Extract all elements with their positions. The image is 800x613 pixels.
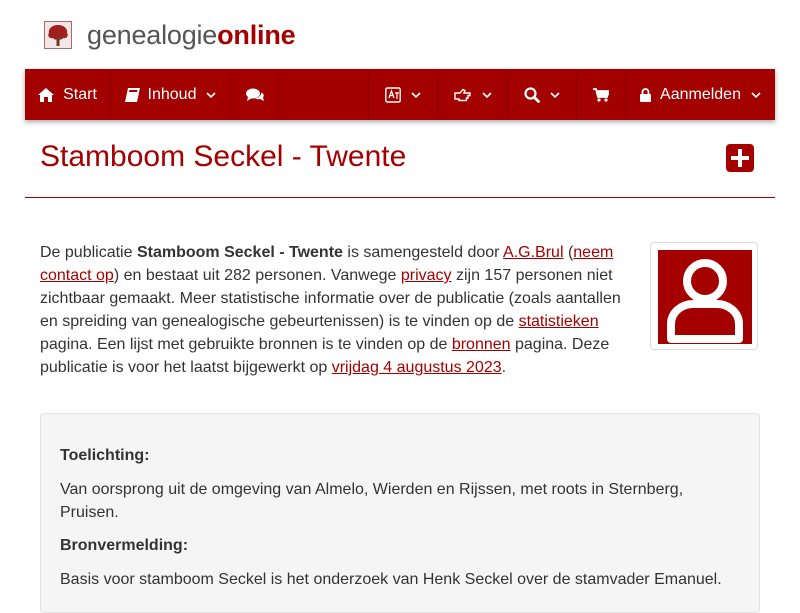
nav-inhoud[interactable] — [111, 69, 231, 120]
home-icon — [38, 88, 54, 102]
author-link[interactable]: A.G.Brul — [503, 244, 564, 261]
nav-search[interactable] — [508, 69, 577, 120]
publication-name: Stamboom Seckel - Twente — [136, 244, 343, 261]
nav-forum[interactable] — [231, 69, 279, 120]
main-navbar — [25, 69, 775, 120]
site-name: genealogieonline — [87, 19, 296, 50]
chevron-down-icon — [411, 90, 421, 100]
nav-start-label: Start — [63, 85, 97, 103]
contact-link[interactable]: neem contact op — [40, 244, 614, 284]
nav-cart[interactable] — [577, 69, 626, 120]
publication-info — [40, 413, 760, 613]
last-updated-link[interactable]: vrijdag 4 augustus 2023 — [331, 359, 502, 376]
bronvermelding-text: Basis voor stamboom Seckel is het onderzoek van Henk Seckel over de stamvader Emanuel. — [60, 571, 722, 588]
toelichting-label: Toelichting: — [60, 447, 150, 464]
search-icon — [524, 87, 540, 103]
chevron-down-icon — [550, 90, 560, 100]
user-icon — [658, 250, 752, 344]
toelichting-text: Van oorsprong uit de omgeving van Almelo, Wierden en Rijssen, met roots in Sternberg, Pruisen. — [60, 481, 684, 521]
cart-icon — [593, 88, 609, 102]
privacy-link[interactable]: privacy — [400, 267, 452, 284]
chevron-down-icon — [482, 90, 492, 100]
nav-login-label: Aanmelden — [660, 85, 741, 103]
comments-icon — [246, 88, 264, 102]
nav-actions[interactable] — [438, 69, 508, 120]
nav-login[interactable] — [626, 69, 775, 120]
title-divider — [25, 197, 775, 198]
plus-square-icon[interactable] — [726, 144, 754, 172]
hand-icon — [454, 88, 472, 102]
nav-language[interactable] — [369, 69, 438, 120]
chevron-down-icon — [206, 90, 216, 100]
sources-link[interactable]: bronnen — [451, 336, 511, 353]
page-title: Stamboom Seckel - Twente — [40, 140, 407, 173]
bronvermelding-label: Bronvermelding: — [60, 537, 189, 554]
statistics-link[interactable]: statistieken — [518, 313, 599, 330]
publication-intro: De publicatie Stamboom Seckel - Twente is samengesteld door A.G.Brul (neem contact op) en bestaat uit 282 personen. Vanwege privacy zijn 157 personen niet zichtbaar gemaakt. Meer statistische informatie over de publicatie (zoals aantallen en spreiding van genealogische gebeurtenissen) is te vinden op de statistieken pagina. Een lijst met gebruikte bronnen is te vinden op de bronnen pagina. Deze publicatie is voor het laatst bijgewerkt op vrijdag 4 augustus 2023. — [40, 244, 621, 376]
title-row — [40, 138, 754, 182]
tree-icon — [44, 21, 72, 49]
nav-start[interactable] — [25, 69, 111, 120]
avatar[interactable] — [650, 242, 758, 350]
site-logo[interactable] — [44, 18, 295, 52]
book-icon — [125, 88, 140, 102]
nav-inhoud-label: Inhoud — [147, 85, 197, 103]
nav-spacer — [279, 69, 369, 120]
chevron-down-icon — [751, 90, 761, 100]
language-icon — [385, 87, 401, 103]
lock-icon — [640, 88, 651, 102]
